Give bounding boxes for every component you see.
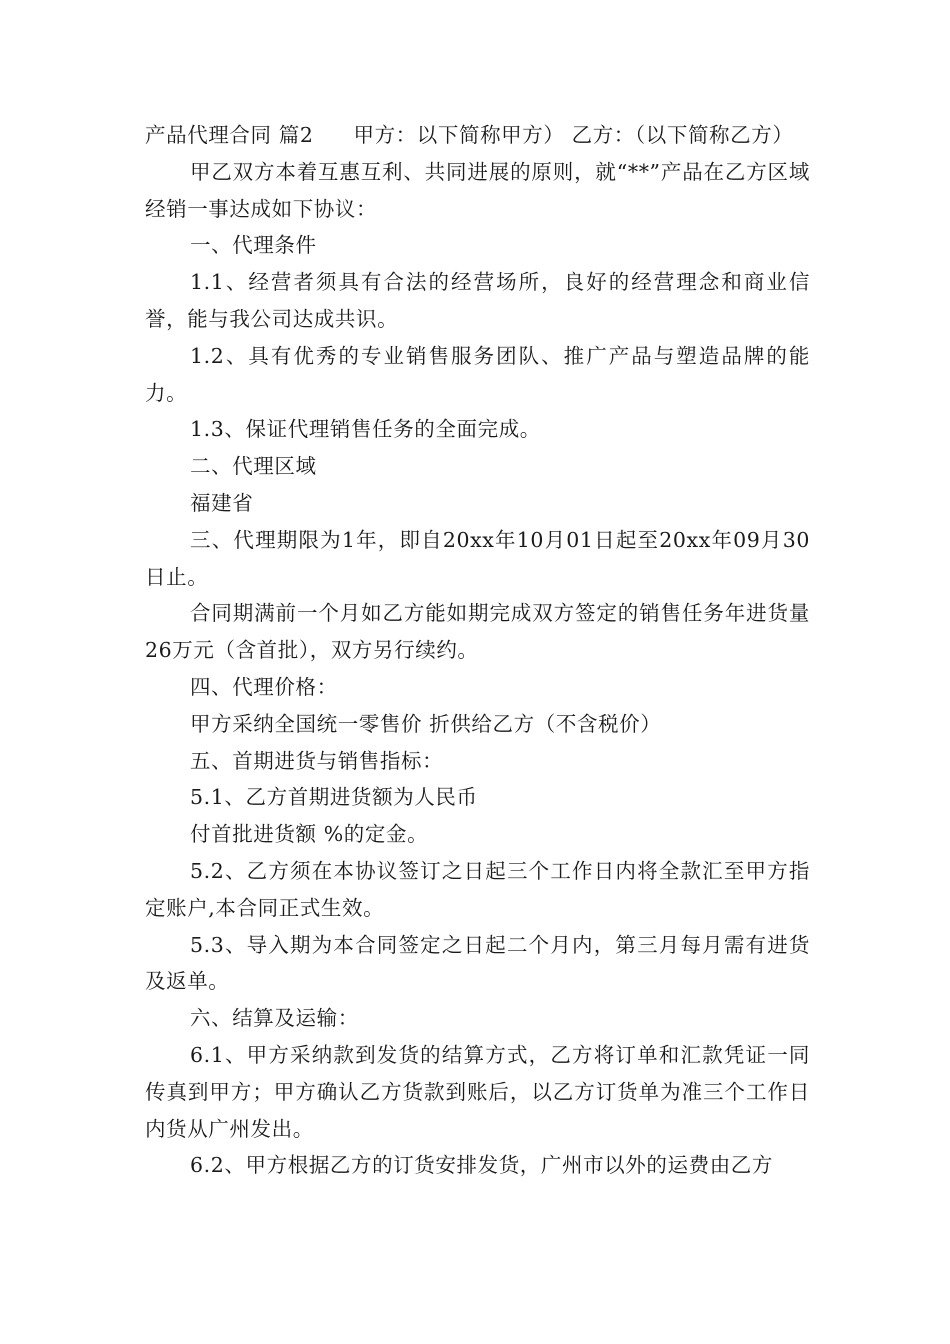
section-heading: 四、代理价格： — [190, 674, 338, 699]
party-b-label: 乙方：（以下简称乙方） — [571, 123, 794, 147]
party-a-label: 甲方：以下简称甲方） — [353, 123, 565, 147]
paragraph: 1.1、经营者须具有合法的经营场所，良好的经营理念和商业信誉，能与我公司达成共识。 — [145, 270, 810, 331]
paragraph: 甲方采纳全国统一零售价 折供给乙方（不含税价） — [190, 711, 662, 736]
section-heading: 三、代理期限为1年，即自20xx年10月01日起至20xx年09月30日止。 — [145, 527, 810, 589]
section-heading: 五、首期进货与销售指标： — [190, 748, 444, 773]
paragraph: 5.2、乙方须在本协议签订之日起三个工作日内将全款汇至甲方指定账户,本合同正式生效。 — [145, 858, 810, 920]
section-heading: 六、结算及运输： — [190, 1006, 359, 1031]
paragraph: 甲乙双方本着互惠互利、共同进展的原则，就“**”产品在乙方区域经销一事达成如下协议： — [145, 159, 810, 221]
paragraph: 1.2、具有优秀的专业销售服务团队、推广产品与塑造品牌的能力。 — [145, 343, 810, 405]
paragraph: 1.3、保证代理销售任务的全面完成。 — [190, 417, 541, 442]
paragraph: 6.1、甲方采纳款到发货的结算方式，乙方将订单和汇款凭证一同传真到甲方；甲方确认乙方货款到账后，以乙方订货单为准三个工作日内货从广州发出。 — [145, 1042, 810, 1141]
paragraph: 5.1、乙方首期进货额为人民币 — [190, 785, 478, 810]
section-heading: 二、代理区域 — [190, 454, 317, 479]
document-title: 产品代理合同 篇2 — [145, 123, 314, 147]
paragraph: 付首批进货额 %的定金。 — [190, 822, 429, 847]
paragraph: 6.2、甲方根据乙方的订货安排发货，广州市以外的运费由乙方 — [190, 1153, 773, 1178]
paragraph: 福建省 — [190, 490, 254, 515]
paragraph: 合同期满前一个月如乙方能如期完成双方签定的销售任务年进货量26万元（含首批），双方另行续约。 — [145, 601, 810, 663]
paragraph: 5.3、导入期为本合同签定之日起二个月内，第三月每月需有进货及返单。 — [145, 932, 810, 994]
title-line — [145, 117, 810, 154]
document-body — [145, 117, 810, 1184]
section-heading: 一、代理条件 — [190, 233, 317, 258]
